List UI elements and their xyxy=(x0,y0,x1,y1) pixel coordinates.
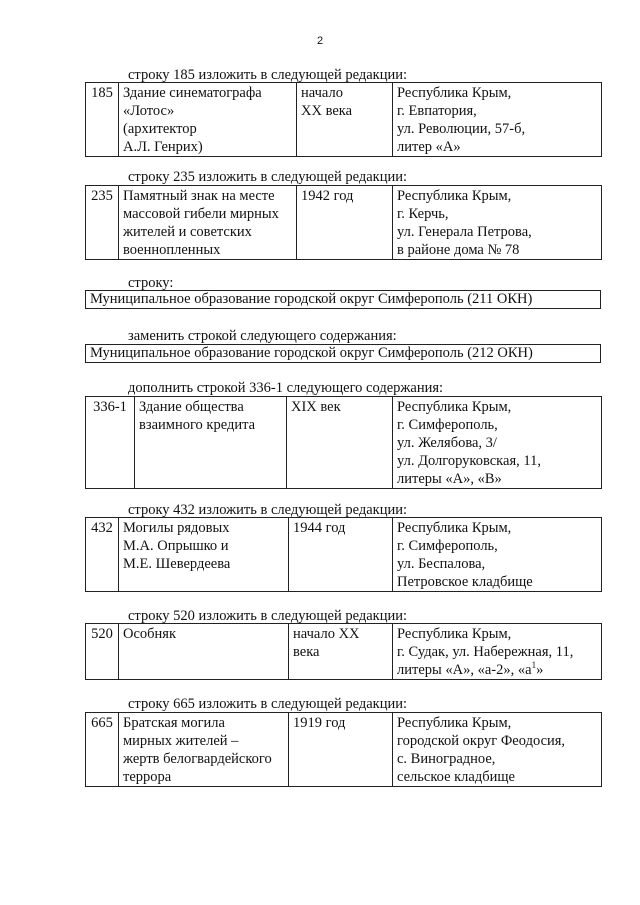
table-row-432 xyxy=(85,517,602,592)
row-number: 432 xyxy=(86,518,119,592)
address-cell xyxy=(393,397,602,489)
object-name-cell xyxy=(119,186,297,260)
address-cell xyxy=(393,186,602,260)
name-line: взаимного кредита xyxy=(139,417,256,433)
object-name-cell xyxy=(119,518,289,592)
address-line: с. Виноградное, xyxy=(397,751,496,767)
section-intro-336-1: дополнить строкой 336-1 следующего содержания: xyxy=(128,380,444,396)
name-line: жертв белогвардейского xyxy=(123,751,272,767)
address-line: ул. Революции, 57-б, xyxy=(397,121,526,137)
section-intro-old-row: строку: xyxy=(128,275,174,291)
name-line: А.Л. Генрих) xyxy=(123,139,203,155)
old-row-box: Муниципальное образование городской округ Симферополь (211 ОКН) xyxy=(85,290,601,309)
date-cell xyxy=(297,186,393,260)
name-line: (архитектор xyxy=(123,121,197,137)
date-line: начало XX xyxy=(293,626,360,642)
row-number: 665 xyxy=(86,713,119,787)
address-line: ул. Долгоруковская, 11, xyxy=(397,453,541,469)
section-intro-235: строку 235 изложить в следующей редакции: xyxy=(128,169,407,185)
name-line: массовой гибели мирных xyxy=(123,206,279,222)
name-line: Братская могила xyxy=(123,715,225,731)
address-line: сельское кладбище xyxy=(397,769,515,785)
name-line: Могилы рядовых xyxy=(123,520,230,536)
section-intro-new-row: заменить строкой следующего содержания: xyxy=(128,328,397,344)
name-line: Здание синематографа xyxy=(123,85,262,101)
address-line: литер «А» xyxy=(397,139,461,155)
address-line: ул. Генерала Петрова, xyxy=(397,224,532,240)
address-line: Республика Крым, xyxy=(397,188,512,204)
date-cell xyxy=(289,518,393,592)
object-name-cell xyxy=(119,713,289,787)
row-number: 235 xyxy=(86,186,119,260)
table-row-185 xyxy=(85,82,602,157)
address-line: г. Судак, ул. Набережная, 11, xyxy=(397,644,574,660)
address-text: литеры «А», «а-2», «а xyxy=(397,662,532,678)
row-number: 336-1 xyxy=(86,397,135,489)
row-number: 185 xyxy=(86,83,119,157)
name-line: М.А. Опрышко и xyxy=(123,538,229,554)
table-row-520 xyxy=(85,623,602,680)
date-line: начало xyxy=(301,85,343,101)
address-line xyxy=(397,661,598,679)
name-line: жителей и советских xyxy=(123,224,252,240)
row-number: 520 xyxy=(86,624,119,680)
new-row-box: Муниципальное образование городской округ Симферополь (212 ОКН) xyxy=(85,344,601,363)
date-line: века xyxy=(293,644,320,660)
address-line: городской округ Феодосия, xyxy=(397,733,566,749)
date-line: XIX век xyxy=(291,399,341,415)
address-line: Республика Крым, xyxy=(397,715,512,731)
section-intro-432: строку 432 изложить в следующей редакции: xyxy=(128,502,407,518)
address-line: Республика Крым, xyxy=(397,520,512,536)
address-line: Республика Крым, xyxy=(397,399,512,415)
date-line: 1944 год xyxy=(293,520,346,536)
date-line: 1919 год xyxy=(293,715,346,731)
address-line: Республика Крым, xyxy=(397,85,512,101)
name-line: М.Е. Шевердеева xyxy=(123,556,231,572)
table-row-235 xyxy=(85,185,602,260)
table-row-665 xyxy=(85,712,602,787)
page-number: 2 xyxy=(316,35,324,47)
name-line: «Лотос» xyxy=(123,103,175,119)
address-line: г. Симферополь, xyxy=(397,417,498,433)
name-line: мирных жителей – xyxy=(123,733,239,749)
date-cell xyxy=(287,397,393,489)
address-text: » xyxy=(536,662,544,678)
object-name-cell xyxy=(135,397,287,489)
address-line: литеры «А», «В» xyxy=(397,471,502,487)
address-line: Республика Крым, xyxy=(397,626,512,642)
date-line: XX века xyxy=(301,103,353,119)
address-cell xyxy=(393,518,602,592)
table-row-336-1 xyxy=(85,396,602,489)
address-line: ул. Беспалова, xyxy=(397,556,486,572)
object-name-cell xyxy=(119,83,297,157)
name-line: Особняк xyxy=(123,626,177,642)
address-line: ул. Желябова, 3/ xyxy=(397,435,497,451)
name-line: Здание общества xyxy=(139,399,244,415)
date-cell xyxy=(297,83,393,157)
date-line: 1942 год xyxy=(301,188,354,204)
address-line: г. Симферополь, xyxy=(397,538,498,554)
name-line: террора xyxy=(123,769,172,785)
section-intro-665: строку 665 изложить в следующей редакции: xyxy=(128,696,407,712)
address-line: в районе дома № 78 xyxy=(397,242,520,258)
name-line: Памятный знак на месте xyxy=(123,188,275,204)
section-intro-520: строку 520 изложить в следующей редакции: xyxy=(128,608,407,624)
date-cell xyxy=(289,624,393,680)
address-line: г. Керчь, xyxy=(397,206,449,222)
address-line: г. Евпатория, xyxy=(397,103,477,119)
name-line: военнопленных xyxy=(123,242,221,258)
superscript: 1 xyxy=(531,660,537,671)
address-cell xyxy=(393,713,602,787)
date-cell xyxy=(289,713,393,787)
section-intro-185: строку 185 изложить в следующей редакции: xyxy=(128,67,407,83)
address-line: Петровское кладбище xyxy=(397,574,533,590)
address-cell xyxy=(393,83,602,157)
address-cell xyxy=(393,624,602,680)
object-name-cell xyxy=(119,624,289,680)
